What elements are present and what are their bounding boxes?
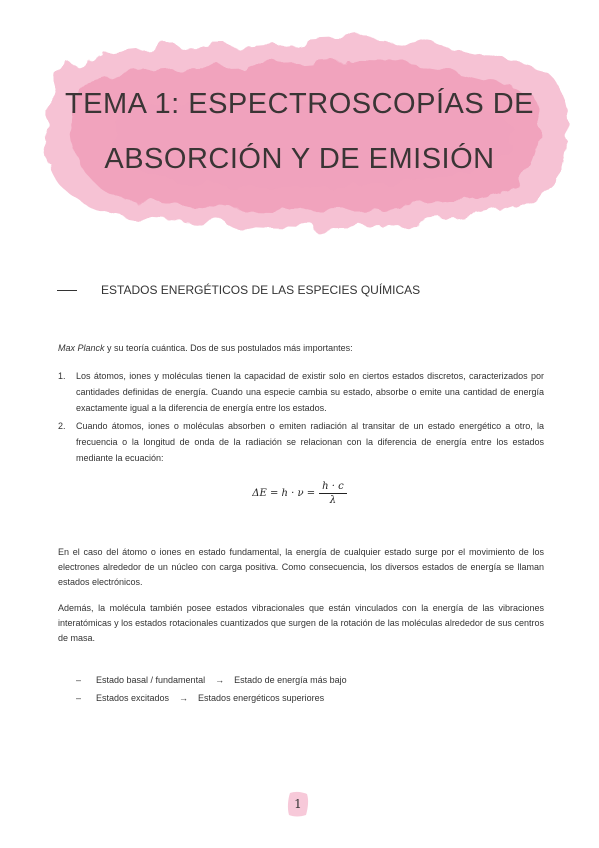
list-item: [58, 418, 544, 466]
equation-denominator: λ: [329, 495, 337, 506]
section-heading: [57, 283, 420, 297]
watercolor-header-background: [0, 0, 599, 260]
planck-equation: [0, 481, 599, 506]
body-paragraph: En el caso del átomo o iones en estado fundamental, la energía de cualquier estado surge por el movimiento de los electrones alrededor de un núcleo con carga positiva. Como consecuencia, los diversos estados de energía se llaman estados electrónicos.: [58, 547, 544, 587]
page-title-line-2: ABSORCIÓN Y DE EMISIÓN: [104, 143, 495, 175]
list-item: [58, 368, 544, 416]
list-number: 1.: [58, 371, 66, 381]
bullet-desc: Estados energéticos superiores: [198, 693, 325, 703]
section-rule: [57, 290, 77, 291]
page-number: [286, 790, 310, 818]
equation-fraction: [319, 481, 347, 506]
intro-text: y su teoría cuántica. Dos de sus postulados más importantes:: [104, 343, 353, 353]
bullet-item: [76, 675, 347, 685]
list-text: Los átomos, iones y moléculas tienen la capacidad de existir solo en ciertos estados discretos, caracterizados por cantidades definidas de energía. Cuando una especie cambia su estado, absorbe o emite una cantidad de energía exactamente igual a la diferencia de energía entre los estados.: [76, 371, 544, 413]
arrow-icon: →: [179, 693, 189, 703]
intro-paragraph: [58, 341, 544, 356]
body-paragraph: Además, la molécula también posee estados vibracionales que están vinculados con la energía de las vibraciones interatómicas y los estados rotacionales cuantizados que surgen de la rotación de las moléculas alrededor de sus centros de masa.: [58, 603, 544, 643]
section-heading-text: ESTADOS ENERGÉTICOS DE LAS ESPECIES QUÍMICAS: [101, 283, 421, 297]
equation-lhs: ΔE = h · ν =: [252, 488, 316, 499]
bullet-term: Estados excitados: [96, 693, 170, 703]
arrow-icon: →: [215, 675, 225, 685]
equation-numerator: h · c: [319, 481, 347, 494]
bullet-desc: Estado de energía más bajo: [234, 675, 347, 685]
bullet-dash: –: [76, 675, 82, 685]
list-text: Cuando átomos, iones o moléculas absorben o emiten radiación al transitar de un estado energético a otro, la frecuencia o la longitud de onda de la radiación se relacionan con la diferencia de energía entre los estados mediante la ecuación:: [76, 421, 544, 463]
bullet-dash: –: [76, 693, 82, 703]
page-number-text: 1: [294, 797, 302, 811]
bullet-term: Estado basal / fundamental: [96, 675, 206, 685]
list-number: 2.: [58, 421, 66, 431]
bullet-item: [76, 693, 324, 703]
page-title-line-1: TEMA 1: ESPECTROSCOPÍAS DE: [64, 88, 535, 120]
intro-name: Max Planck: [58, 343, 105, 353]
